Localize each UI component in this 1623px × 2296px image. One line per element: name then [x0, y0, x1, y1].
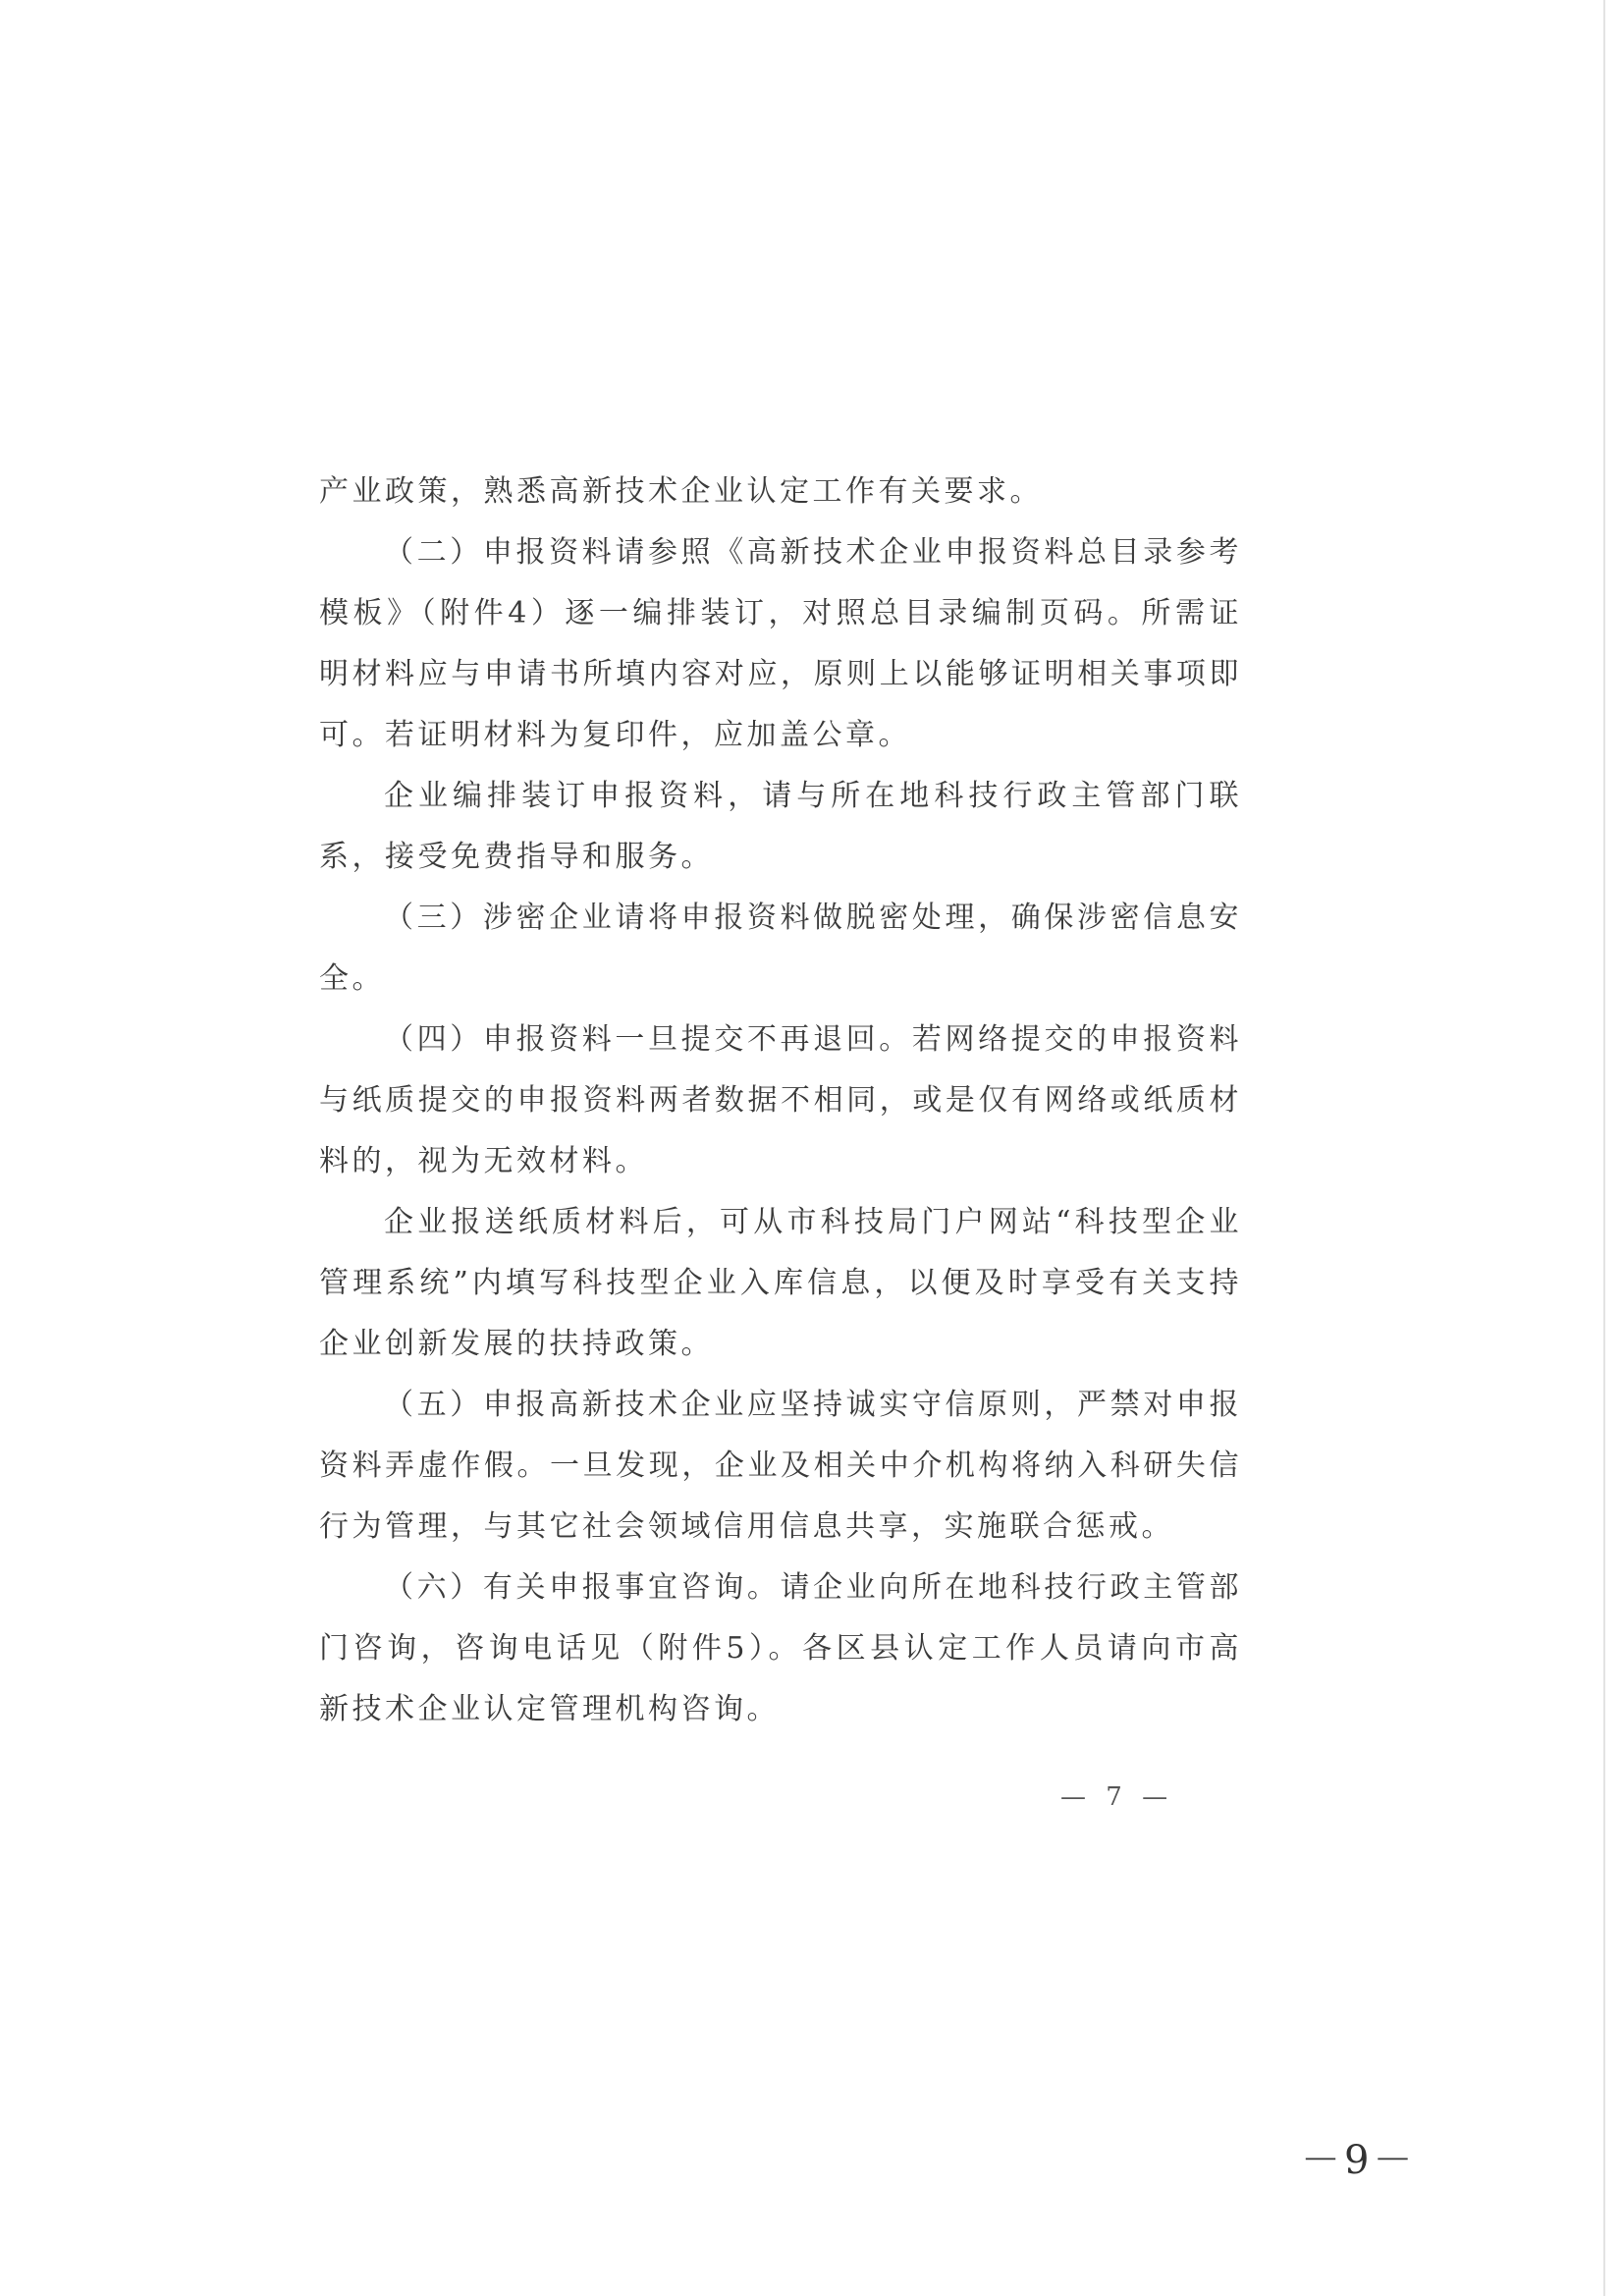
- paragraph-industry-policy: 产业政策，熟悉高新技术企业认定工作有关要求。: [319, 474, 1043, 509]
- paragraph-paper-submission: 企业报送纸质材料后，可从市科技局门户网站“科技型企业管理系统”内填写科技型企业入库信息，以便及时享受有关支持企业创新发展的扶持政策。: [319, 1205, 1242, 1361]
- paragraph-binding-guidance: 企业编排装订申报资料，请与所在地科技行政主管部门联系，接受免费指导和服务。: [319, 779, 1242, 874]
- paragraph-item-6: （六）有关申报事宜咨询。请企业向所在地科技行政主管部门咨询，咨询电话见（附件5）。各区县认定工作人员请向市高新技术企业认定管理机构咨询。: [319, 1570, 1242, 1726]
- paragraph-item-4: （四）申报资料一旦提交不再退回。若网络提交的申报资料与纸质提交的申报资料两者数据不相同，或是仅有网络或纸质材料的，视为无效材料。: [319, 1022, 1242, 1178]
- document-body: [319, 462, 1242, 1740]
- scan-edge-line: [1603, 0, 1605, 2296]
- paragraph-item-3: （三）涉密企业请将申报资料做脱密处理，确保涉密信息安全。: [319, 901, 1242, 996]
- inner-page-number: — 7 —: [1060, 1782, 1174, 1812]
- paragraph-item-5: （五）申报高新技术企业应坚持诚实守信原则，严禁对申报资料弄虚作假。一旦发现，企业及相关中介机构将纳入科研失信行为管理，与其它社会领域信用信息共享，实施联合惩戒。: [319, 1388, 1242, 1544]
- paragraph-item-2: （二）申报资料请参照《高新技术企业申报资料总目录参考模板》（附件4）逐一编排装订，对照总目录编制页码。所需证明材料应与申请书所填内容对应，原则上以能够证明相关事项即可。若证明材料为复印件，应加盖公章。: [319, 535, 1242, 752]
- outer-page-number: －9－: [1301, 2138, 1417, 2183]
